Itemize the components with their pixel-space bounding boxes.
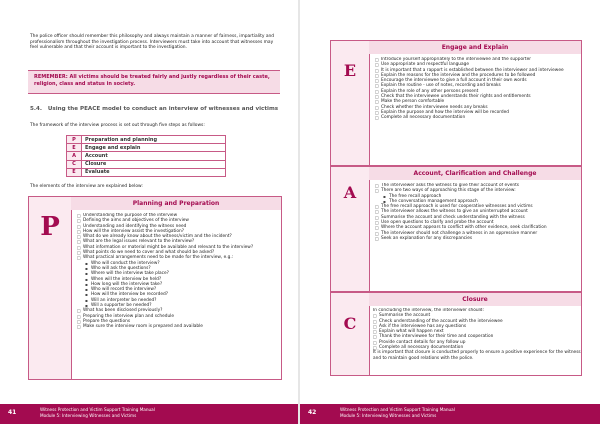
- account-body: [375, 183, 581, 291]
- left-footer-line1: Witness Protection and Victim Support Training Manual: [40, 407, 155, 412]
- list-item: ▪ The free recall approach: [375, 194, 581, 199]
- right-page-number: 42: [308, 409, 317, 416]
- peace-label: Preparation and planning: [82, 136, 226, 144]
- engage-title: Engage and Explain: [369, 41, 581, 54]
- list-item: □ Provide contact details for any follow up: [373, 340, 581, 345]
- peace-row: [67, 144, 226, 152]
- intro-paragraph: The police officer should remember this philosophy and always maintain a manner of fairness, impartiality and professionalism throughout the investigation process. Interviewers must take into account that witnesses may feel vulnerable and that their account is important to the investigation.: [30, 34, 275, 51]
- peace-letter: E: [67, 168, 82, 176]
- section-number: 5.4.: [30, 106, 43, 112]
- peace-letter: P: [67, 136, 82, 144]
- left-footer-line2: Module 5: Interviewing Witnesses and Victims: [40, 413, 137, 418]
- explain-text: The elements of the interview are explained below:: [30, 184, 143, 189]
- list-item: □ Summarise the account and check understanding with the witness: [375, 215, 581, 220]
- list-item: □ Explain what will happen next: [373, 329, 581, 334]
- list-item: □ Understanding the purpose of the interview: [77, 213, 281, 218]
- peace-table: [66, 135, 226, 177]
- list-item: □ Complete all necessary documentation: [373, 345, 581, 350]
- list-item: ▪ Who will record the interview?: [77, 287, 281, 292]
- peace-label: Closure: [82, 160, 226, 168]
- list-item: ▪ How long will the interview take?: [77, 282, 281, 287]
- list-item: □ The interviewer asks the witness to give their account of events: [375, 183, 581, 188]
- list-item: □ The interviewer should not challenge a witness in an oppressive manner: [375, 231, 581, 236]
- section-heading: [30, 106, 280, 112]
- list-item: □ There are two ways of approaching this stage of the interview:: [375, 188, 581, 193]
- list-item: ▪ How will the interview be recorded?: [77, 292, 281, 297]
- list-item: □ Use appropriate and respectful language: [375, 62, 581, 67]
- list-item: □ What are the legal issues relevant to the interview?: [77, 239, 281, 244]
- peace-letter: A: [67, 152, 82, 160]
- list-item: □ What has been disclosed previously?: [77, 308, 281, 313]
- list-item: □ Ask if the interviewee has any questions: [373, 324, 581, 329]
- planning-box: [28, 196, 282, 380]
- planning-title: Planning and Preparation: [71, 197, 281, 210]
- list-item: □ Understanding and identifying the witness need: [77, 224, 281, 229]
- list-item: □ Seek an explanation for any discrepancies: [375, 236, 581, 241]
- account-title: Account, Clarification and Challenge: [369, 167, 581, 180]
- closure-box: [330, 292, 582, 376]
- list-item: □ Explain the role of any other persons present: [375, 89, 581, 94]
- list-item: □ Where the account appears to conflict with other evidence, seek clarification: [375, 225, 581, 230]
- list-item: □ Use open questions to clarify and probe the account: [375, 220, 581, 225]
- list-item: □ The interviewer allows the witness to give an uninterrupted account: [375, 209, 581, 214]
- list-item: ▪ When will the interview be held?: [77, 277, 281, 282]
- left-page-number: 41: [8, 409, 17, 416]
- list-item: □ Explain the routine - use of notes, recording and breaks: [375, 83, 581, 88]
- planning-body: [77, 213, 281, 379]
- list-item: □ The free recall approach is used for cooperative witnesses and victims: [375, 204, 581, 209]
- engage-box: [330, 40, 582, 166]
- list-item: □ Make the person comfortable: [375, 99, 581, 104]
- list-item: □ Explain the reasons for the interview and the procedures to be followed: [375, 73, 581, 78]
- list-item: □ What points do we need to cover and what should be asked?: [77, 250, 281, 255]
- account-letter: A: [331, 167, 370, 291]
- engage-body: [375, 57, 581, 165]
- list-item: □ Check whether the interviewee needs any breaks: [375, 105, 581, 110]
- list-item: □ How will the interview assist the investigation?: [77, 229, 281, 234]
- list-item: □ Make sure the interview room is prepared and available: [77, 324, 281, 329]
- lead-text: The framework of the interview process is set out through five steps as follows:: [30, 123, 205, 128]
- list-item: □ What practical arrangements need to be made for the interview, e.g.:: [77, 255, 281, 260]
- left-footer: [0, 404, 300, 424]
- peace-row: [67, 168, 226, 176]
- list-item: ▪ Will a supporter be needed?: [77, 303, 281, 308]
- right-footer-line1: Witness Protection and Victim Support Training Manual: [340, 407, 455, 412]
- reminder-box: [28, 70, 280, 94]
- closure-letter: C: [331, 293, 370, 375]
- list-item: □ Introduce yourself appropriately to the interviewee and the supporter: [375, 57, 581, 62]
- list-item: ▪ Who will conduct the interview?: [77, 261, 281, 266]
- closure-title: Closure: [369, 293, 581, 306]
- peace-label: Evaluate: [82, 168, 226, 176]
- list-item: □ Prepare the questions: [77, 319, 281, 324]
- closure-lead: In concluding the interview, the interviewer should:: [373, 308, 484, 313]
- list-item: □ Check understanding of the account with the interviewee: [373, 319, 581, 324]
- right-footer-text: [340, 407, 455, 419]
- peace-label: Account: [82, 152, 226, 160]
- planning-letter: P: [29, 197, 72, 379]
- list-item: □ Encourage the interviewee to give a full account in their own words: [375, 78, 581, 83]
- list-item: ▪ Will an interpreter be needed?: [77, 298, 281, 303]
- left-footer-text: [40, 407, 155, 419]
- peace-row: [67, 160, 226, 168]
- engage-letter: E: [331, 41, 370, 165]
- peace-letter: E: [67, 144, 82, 152]
- right-footer-line2: Module 5: Interviewing Witnesses and Victims: [340, 413, 437, 418]
- list-item: □ Complete all necessary documentation: [375, 115, 581, 120]
- peace-row: [67, 152, 226, 160]
- section-title: Using the PEACE model to conduct an interview of witnesses and victims: [47, 106, 279, 112]
- peace-row: [67, 136, 226, 144]
- right-page: [300, 0, 600, 424]
- list-item: ▪ Who will ask the questions?: [77, 266, 281, 271]
- list-item: □ Explain the purpose and how the interview will be recorded: [375, 110, 581, 115]
- reminder-text: REMEMBER: All victims should be treated fairly and justly regardless of their caste, religion, class and status in society.: [34, 74, 270, 87]
- peace-label: Engage and explain: [82, 144, 226, 152]
- list-item: ▪ The conversation management approach: [375, 199, 581, 204]
- list-item: □ Defining the aims and objectives of the interview: [77, 218, 281, 223]
- closure-body: [373, 308, 581, 375]
- right-footer: [300, 404, 600, 424]
- account-box: [330, 166, 582, 292]
- list-item: □ Check that the interviewee understands their rights and entitlements: [375, 94, 581, 99]
- list-item: □ What information or material might be available and relevant to the interview?: [77, 245, 281, 250]
- peace-letter: C: [67, 160, 82, 168]
- list-item: ▪ Where will the interview take place?: [77, 271, 281, 276]
- list-item: □ Summarise the account: [373, 313, 581, 318]
- list-item: □ Preparing the interview plan and schedule: [77, 314, 281, 319]
- list-item: □ It is important that a rapport is established between the interviewer and interviewee: [375, 68, 581, 73]
- list-item: □ Thank the interviewee for their time and cooperation: [373, 334, 581, 339]
- list-item: □ What do we already know about the witness/victim and the incident?: [77, 234, 281, 239]
- closure-closing: It is important that closure is conducted properly to ensure a positive experience for the witness and to maintain good relations with the police.: [373, 350, 581, 361]
